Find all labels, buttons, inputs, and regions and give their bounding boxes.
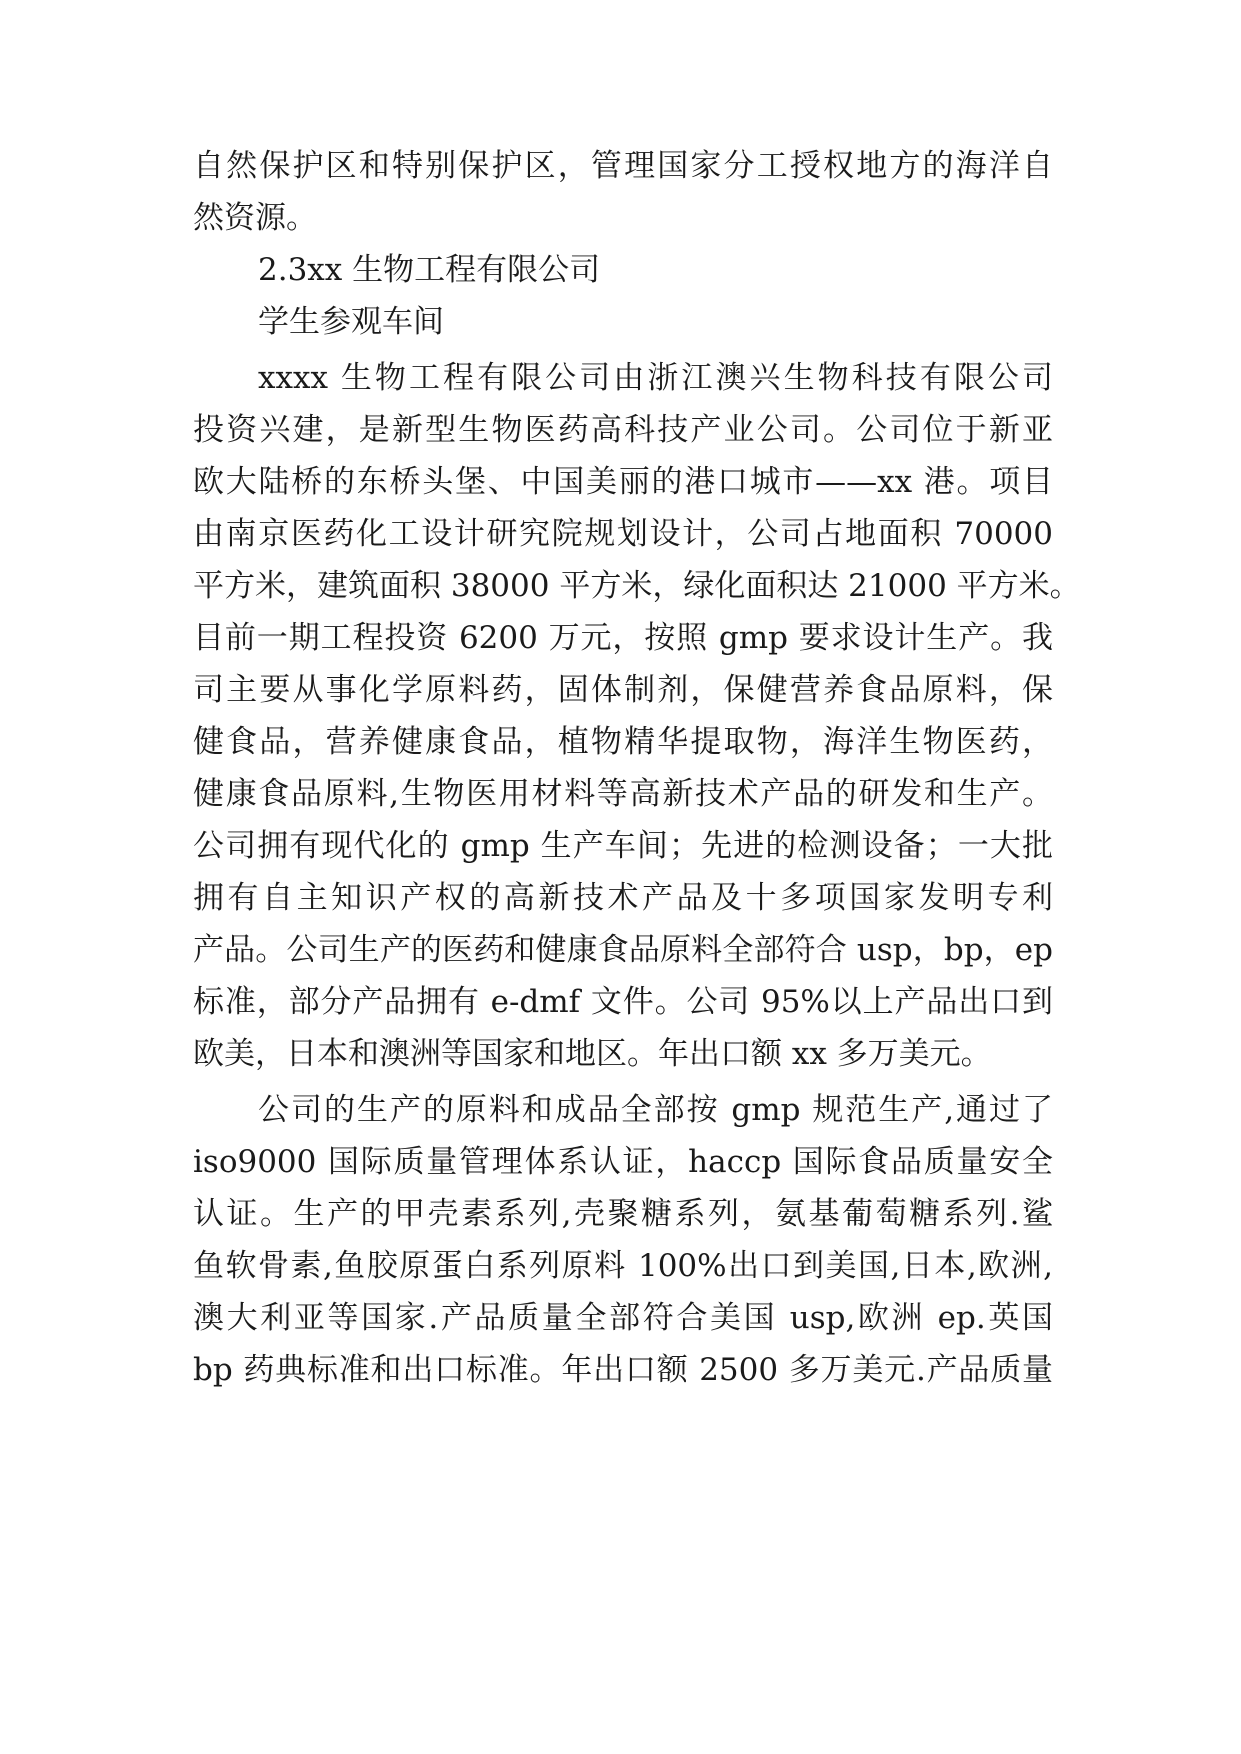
- paragraph-2-line-4: 鱼软骨素,鱼胶原蛋白系列原料 100%出口到美国,日本,欧洲,: [193, 1248, 1053, 1284]
- paragraph-1-line-9: 健康食品原料,生物医用材料等高新技术产品的研发和生产。: [193, 776, 1053, 812]
- paragraph-1-line-3: 欧大陆桥的东桥头堡、中国美丽的港口城市——xx 港。项目: [193, 464, 1053, 500]
- paragraph-2-line-2: iso9000 国际质量管理体系认证，haccp 国际食品质量安全: [193, 1144, 1053, 1180]
- paragraph-2-line-6: bp 药典标准和出口标准。年出口额 2500 多万美元.产品质量: [193, 1352, 1053, 1388]
- paragraph-1-line-2: 投资兴建，是新型生物医药高科技产业公司。公司位于新亚: [193, 412, 1053, 448]
- text-line-1: 自然保护区和特别保护区，管理国家分工授权地方的海洋自: [193, 148, 1053, 184]
- paragraph-1-line-12: 产品。公司生产的医药和健康食品原料全部符合 usp，bp，ep: [193, 932, 1053, 968]
- paragraph-2-line-5: 澳大利亚等国家.产品质量全部符合美国 usp,欧洲 ep.英国: [193, 1300, 1053, 1336]
- section-heading: 2.3xx 生物工程有限公司: [258, 252, 601, 288]
- paragraph-1-line-10: 公司拥有现代化的 gmp 生产车间；先进的检测设备；一大批: [193, 828, 1053, 864]
- paragraph-2-line-3: 认证。生产的甲壳素系列,壳聚糖系列，氨基葡萄糖系列.鲨: [193, 1196, 1053, 1232]
- paragraph-1-line-8: 健食品，营养健康食品，植物精华提取物，海洋生物医药，: [193, 724, 1053, 760]
- paragraph-1-line-5: 平方米，建筑面积 38000 平方米，绿化面积达 21000 平方米。: [193, 568, 1081, 604]
- paragraph-2-line-1: 公司的生产的原料和成品全部按 gmp 规范生产,通过了: [258, 1092, 1053, 1128]
- paragraph-1-line-6: 目前一期工程投资 6200 万元，按照 gmp 要求设计生产。我: [193, 620, 1053, 656]
- paragraph-1-line-4: 由南京医药化工设计研究院规划设计，公司占地面积 70000: [193, 516, 1053, 552]
- paragraph-1-line-13: 标准，部分产品拥有 e-dmf 文件。公司 95%以上产品出口到: [193, 984, 1053, 1020]
- paragraph-1-line-1: xxxx 生物工程有限公司由浙江澳兴生物科技有限公司: [258, 360, 1053, 396]
- paragraph-1-line-7: 司主要从事化学原料药，固体制剂，保健营养食品原料，保: [193, 672, 1053, 708]
- paragraph-1-line-14: 欧美，日本和澳洲等国家和地区。年出口额 xx 多万美元。: [193, 1036, 992, 1072]
- text-line-2: 然资源。: [193, 200, 317, 236]
- subheading-workshop-visit: 学生参观车间: [258, 304, 444, 340]
- paragraph-1-line-11: 拥有自主知识产权的高新技术产品及十多项国家发明专利: [193, 880, 1053, 916]
